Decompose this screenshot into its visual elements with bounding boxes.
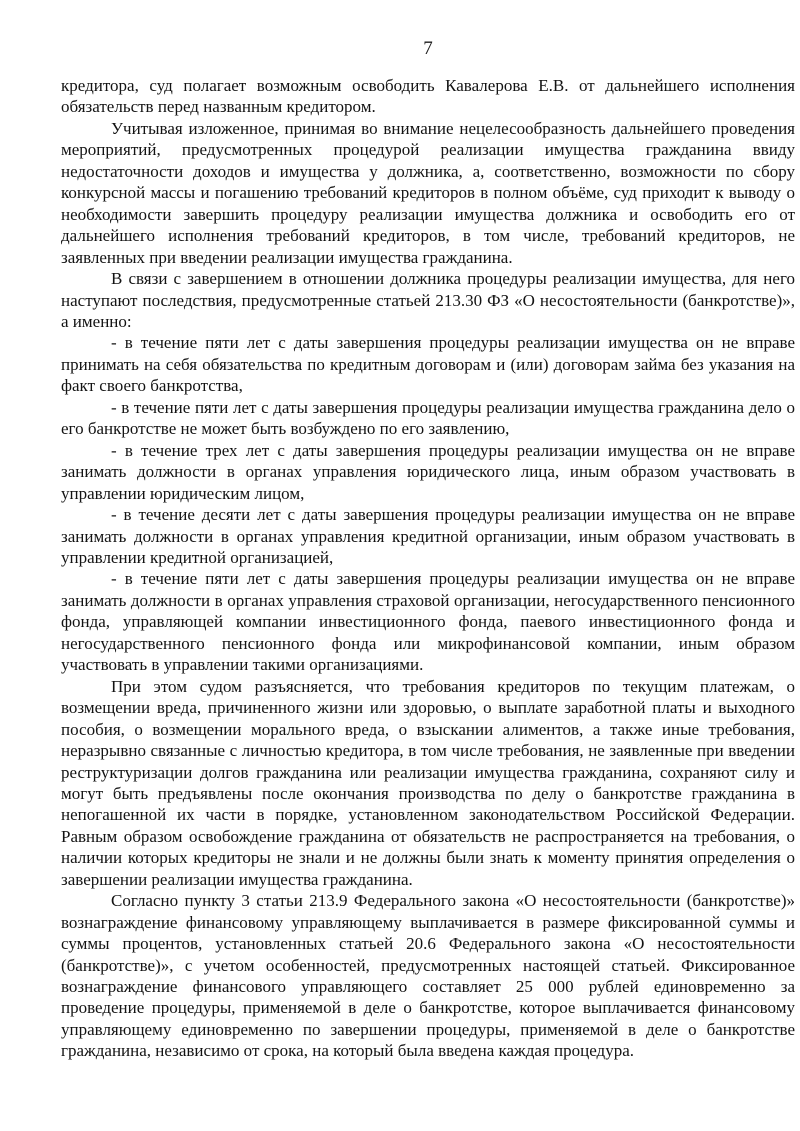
list-item-repeat-bankruptcy-restriction: - в течение пяти лет с даты завершения процедуры реализации имущества гражданина дело о его банкротстве не может быть возбуждено по его заявлению, (61, 397, 795, 439)
list-item-insurance-fund-management-restriction: - в течение пяти лет с даты завершения процедуры реализации имущества он не вправе занимать должности в органах управления страховой организации, негосударственного пенсионного фонда, управляющей компании инвестиционного фонда, паевого инвестиционного фонда и негосударственного пенсионного фонда или микрофинансовой компании, иным образом участвовать в управлении такими организациями. (61, 569, 795, 675)
paragraph-consequences-intro: В связи с завершением в отношении должника процедуры реализации имущества, для него наступают последствия, предусмотренные статьей 213.30 ФЗ «О несостоятельности (банкротстве)», а именно: (61, 269, 795, 331)
list-item-legal-entity-management-restriction: - в течение трех лет с даты завершения процедуры реализации имущества он не вправе занимать должности в органах управления юридического лица, иным образом участвовать в управлении юридическим лицом, (61, 440, 795, 503)
paragraph-court-conclusion: Учитывая изложенное, принимая во внимание нецелесообразность дальнейшего проведения мероприятий, предусмотренных процедурой реализации имущества гражданина ввиду недостаточности доходов и имущества у должника, а, соответственно, возможности по сбору конкурсной массы и погашению требований кредиторов в полном объёме, суд приходит к выводу о необходимости завершить процедуру реализации имущества должника и освободить его от дальнейшего исполнения требований кредиторов, в том числе, требований кредиторов, не заявленных при введении реализации имущества гражданина. (61, 118, 795, 267)
page-number: 7 (423, 38, 433, 59)
document-body (61, 75, 795, 1062)
list-item-credit-organization-management-restriction: - в течение десяти лет с даты завершения процедуры реализации имущества он не вправе занимать должности в органах управления кредитной организации, иным образом участвовать в управлении кредитной организацией, (61, 505, 795, 567)
paragraph-surviving-claims-clarification: При этом судом разъясняется, что требования кредиторов по текущим платежам, о возмещении вреда, причиненного жизни или здоровью, о выплате заработной платы и выходного пособия, о возмещении морального вреда, о взыскании алиментов, а также иные требования, неразрывно связанные с личностью кредитора, в том числе требования, не заявленные при введении реструктуризации долгов гражданина или реализации имущества гражданина, сохраняют силу и могут быть предъявлены после окончания производства по делу о банкротстве гражданина в непогашенной их части в порядке, установленном законодательством Российской Федерации. Равным образом освобождение гражданина от обязательств не распространяется на требования, о наличии которых кредиторы не знали и не должны были знать к моменту принятия определения о завершении реализации имущества гражданина. (61, 676, 795, 889)
paragraph-financial-manager-remuneration: Согласно пункту 3 статьи 213.9 Федерального закона «О несостоятельности (банкротстве)» вознаграждение финансовому управляющему выплачивается в размере фиксированной суммы и суммы процентов, установленных статьей 20.6 Федерального закона «О несостоятельности (банкротстве)», с учетом особенностей, предусмотренных настоящей статьей. Фиксированное вознаграждение финансового управляющего составляет 25 000 рублей единовременно за проведение процедуры, применяемой в деле о банкротстве, которое выплачивается финансовому управляющему единовременно по завершении процедуры, применяемой в деле о банкротстве гражданина, независимо от срока, на который была введена каждая процедура. (61, 891, 795, 1061)
list-item-credit-agreements-restriction: - в течение пяти лет с даты завершения процедуры реализации имущества он не вправе принимать на себя обязательства по кредитным договорам и (или) договорам займа без указания на факт своего банкротства, (61, 333, 795, 396)
paragraph-creditor-release-continuation: кредитора, суд полагает возможным освободить Кавалерова Е.В. от дальнейшего исполнения обязательств перед названным кредитором. (61, 76, 795, 117)
